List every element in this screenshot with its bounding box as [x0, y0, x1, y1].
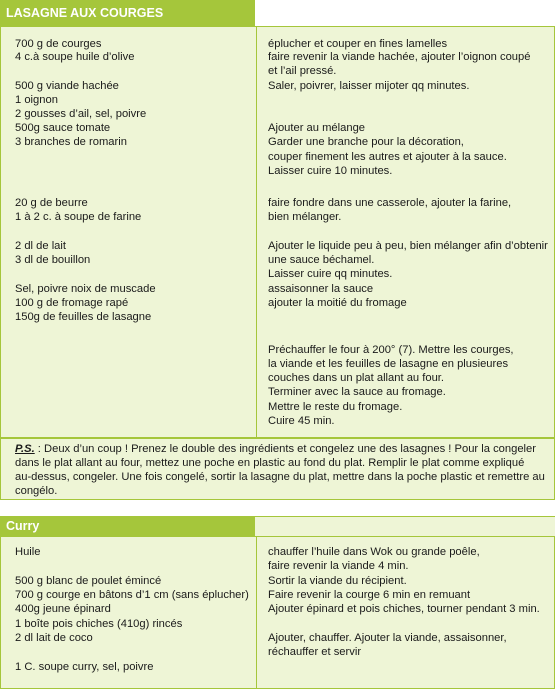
step-line: ajouter la moitié du fromage — [268, 297, 407, 309]
step-line: Faire revenir la courge 6 min en remuant — [268, 589, 471, 601]
ingredient-line: 20 g de beurre — [15, 197, 88, 209]
ps-label: P.S. — [15, 443, 35, 455]
ps-line: au-dessus, congeler. Une fois congelé, sortir la lasagne du plat, mettre dans la poche plastic et remettre au — [15, 471, 545, 483]
ps-line-text: : Deux d’un coup ! Prenez le double des ingrédients et congelez une des lasagnes ! Pour la congeler — [34, 443, 536, 455]
ingredient-line: 1 oignon — [15, 94, 58, 106]
step-line: Terminer avec la sauce au fromage. — [268, 386, 446, 398]
step-line: Cuire 45 min. — [268, 415, 335, 427]
step-line: Ajouter épinard et pois chiches, tourner pendant 3 min. — [268, 603, 540, 615]
step-line: Sortir la viande du récipient. — [268, 575, 407, 587]
step-line: couper finement les autres et ajouter à la sauce. — [268, 151, 507, 163]
step-line: faire fondre dans une casserole, ajouter la farine, — [268, 197, 512, 209]
ingredient-line: 1 boîte pois chiches (410g) rincés — [15, 618, 183, 630]
ingredient-line: Huile — [15, 546, 41, 558]
ingredient-line: 500 g blanc de poulet émincé — [15, 575, 162, 587]
ingredient-line: 3 branches de romarin — [15, 136, 127, 148]
ingredient-line: 700 g de courges — [15, 38, 102, 50]
step-line: Ajouter au mélange — [268, 122, 366, 134]
step-line: chauffer l’huile dans Wok ou grande poêle, — [268, 546, 480, 558]
ingredient-line: 4 c.à soupe huile d’olive — [15, 51, 135, 63]
step-line: Laisser cuire qq minutes. — [268, 268, 393, 280]
curry-header-fill — [255, 516, 555, 536]
step-line: éplucher et couper en fines lamelles — [268, 38, 448, 50]
ingredient-line: 100 g de fromage rapé — [15, 297, 129, 309]
step-line: Garder une branche pour la décoration, — [268, 136, 464, 148]
step-line: Mettre le reste du fromage. — [268, 401, 403, 413]
ingredient-line: 1 à 2 c. à soupe de farine — [15, 211, 142, 223]
step-line: Saler, poivrer, laisser mijoter qq minutes. — [268, 80, 470, 92]
step-line: une sauce béchamel. — [268, 254, 375, 266]
step-line: et l’ail pressé. — [268, 65, 337, 77]
step-line: Préchauffer le four à 200° (7). Mettre les courges, — [268, 344, 514, 356]
ingredient-line: 2 gousses d’ail, sel, poivre — [15, 108, 147, 120]
ingredient-line: 500g sauce tomate — [15, 122, 111, 134]
step-line: couches dans un plat allant au four. — [268, 372, 445, 384]
ingredient-line: 2 dl lait de coco — [15, 632, 93, 644]
ps-line — [15, 443, 536, 456]
ps-line: congélo. — [15, 485, 58, 497]
step-line: Ajouter, chauffer. Ajouter la viande, assaisonner, — [268, 632, 507, 644]
step-line: Ajouter le liquide peu à peu, bien mélanger afin d’obtenir — [268, 240, 548, 252]
ingredient-line: 700 g courge en bâtons d’1 cm (sans éplucher) — [15, 589, 249, 601]
curry-title: Curry — [0, 516, 255, 536]
ingredient-line: 500 g viande hachée — [15, 80, 119, 92]
step-line: bien mélanger. — [268, 211, 342, 223]
lasagne-column-divider — [256, 26, 257, 438]
ps-line: dans le plat allant au four, mettez une poche en plastic au fond du plat. Remplir le plat comme expliqué — [15, 457, 525, 469]
step-line: Laisser cuire 10 minutes. — [268, 165, 393, 177]
ingredient-line: 3 dl de bouillon — [15, 254, 91, 266]
curry-column-divider — [256, 536, 257, 689]
step-line: assaisonner la sauce — [268, 283, 374, 295]
step-line: réchauffer et servir — [268, 646, 362, 658]
step-line: faire revenir la viande hachée, ajouter l’oignon coupé — [268, 51, 531, 63]
ingredient-line: 400g jeune épinard — [15, 603, 111, 615]
ingredient-line: 2 dl de lait — [15, 240, 66, 252]
ingredient-line: Sel, poivre noix de muscade — [15, 283, 156, 295]
lasagne-title: LASAGNE AUX COURGES — [0, 0, 255, 26]
ingredient-line: 150g de feuilles de lasagne — [15, 311, 152, 323]
step-line: la viande et les feuilles de lasagne en plusieures — [268, 358, 509, 370]
step-line: faire revenir la viande 4 min. — [268, 560, 409, 572]
ingredient-line: 1 C. soupe curry, sel, poivre — [15, 661, 154, 673]
